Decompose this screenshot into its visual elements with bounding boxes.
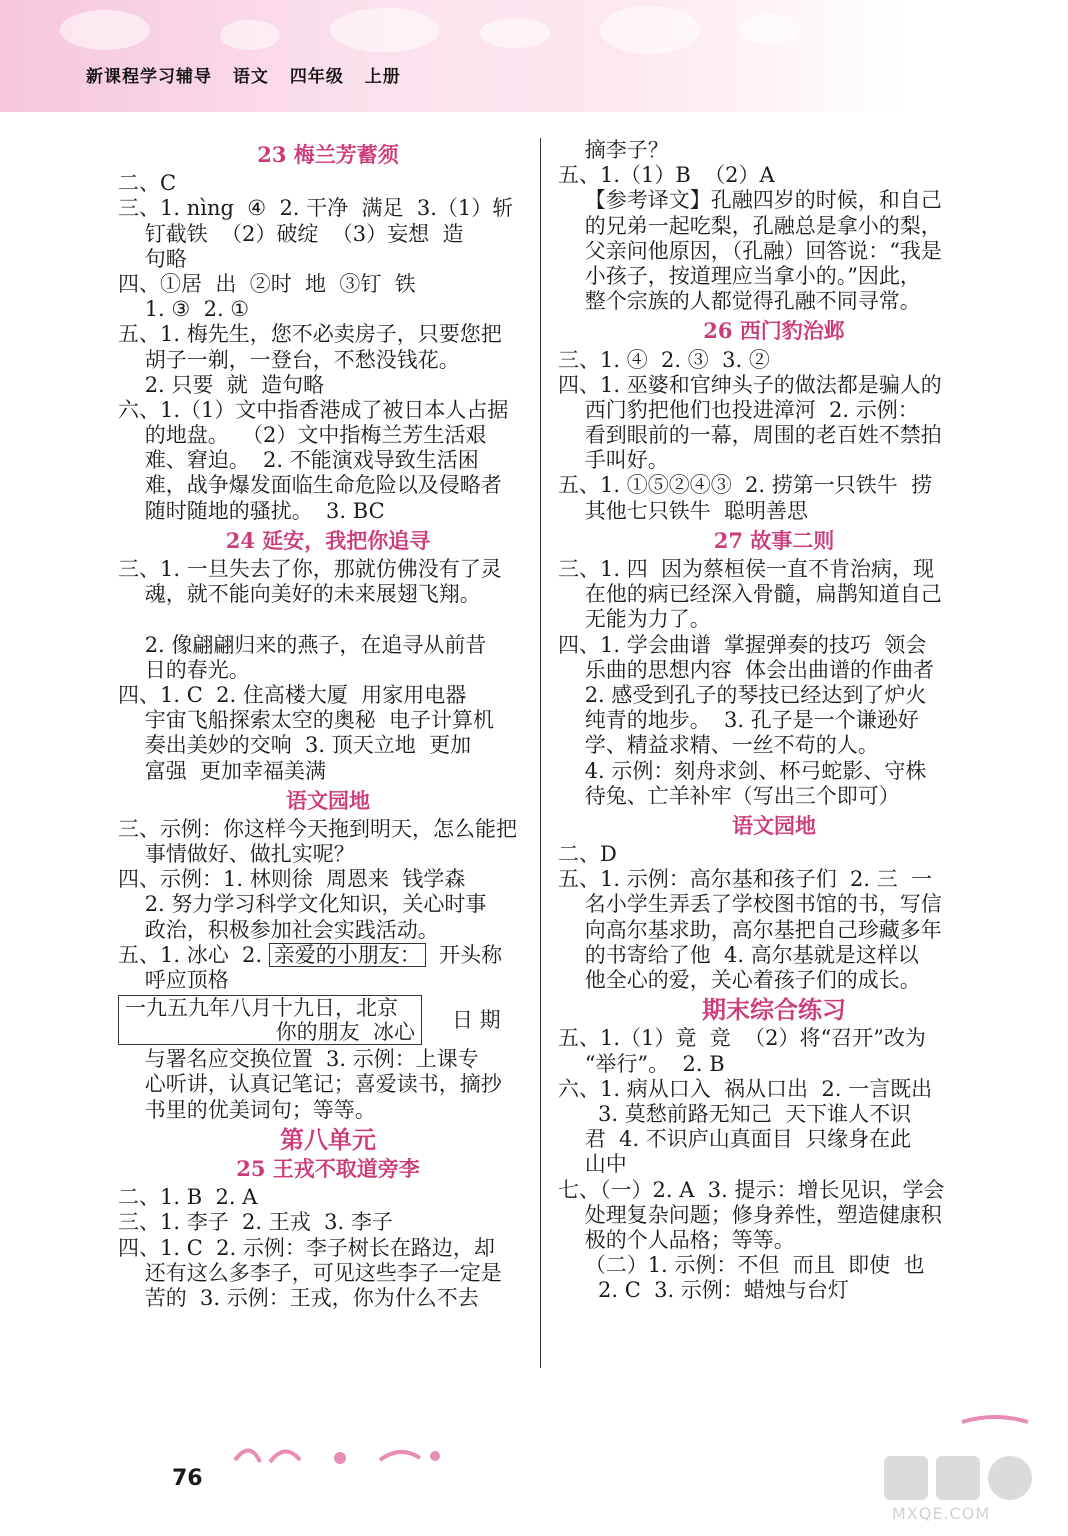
unit-title: 第八单元 [280, 1124, 376, 1154]
answer-line: 向高尔基求助，高尔基把自己珍藏多年 [558, 917, 942, 942]
answer-line: 三、1. ④ 2. ③ 3. ② [558, 347, 770, 372]
header-series: 新课程学习辅导 [86, 67, 212, 87]
answer-line: 待兔、亡羊补牢（写出三个即可） [558, 783, 900, 808]
page-number: 76 [172, 1466, 203, 1491]
answer-line: 句略 [118, 246, 187, 271]
book-header [86, 62, 415, 87]
answer-line: 难，战争爆发面临生命危险以及侵略者 [118, 473, 502, 498]
answer-line: 看到眼前的一幕，周围的老百姓不禁拍 [558, 423, 942, 448]
answer-line: 的兄弟一起吃梨，孔融总是拿小的梨， [558, 213, 942, 238]
boxed-salutation: 亲爱的小朋友： [269, 943, 426, 967]
answer-line: 名小学生弄丢了学校图书馆的书，写信 [558, 892, 942, 917]
answer-line: 的书寄给了他 4. 高尔基就是这样以 [558, 942, 919, 967]
answer-line: 六、1. 病从口入 祸从口出 2. 一言既出 [558, 1076, 933, 1101]
answer-line: 乐曲的思想内容 体会出曲谱的作曲者 [558, 657, 935, 682]
signature-date: 一九五九年八月十九日，北京 [125, 996, 398, 1021]
answer-line: 2. 像翩翩归来的燕子，在追寻从前昔 [118, 632, 487, 657]
signature-name: 你的朋友 冰心 [275, 1020, 415, 1045]
answer-line: 他全心的爱，关心着孩子们的成长。 [558, 968, 921, 992]
top-banner [0, 0, 1068, 112]
answer-line: 山中 [558, 1152, 627, 1177]
answer-block [558, 842, 990, 993]
section-title: 期末综合练习 [702, 995, 846, 1025]
answer-line [118, 607, 538, 632]
answer-line: 五、1. 梅先生，您不必卖房子，只要您把 [118, 322, 502, 347]
answer-line: 无能为力了。 [558, 607, 711, 632]
answer-line: 的地盘。 （2）文中指梅兰芳生活艰 [118, 423, 487, 448]
answer-block [118, 817, 538, 1123]
answer-block [558, 1026, 990, 1303]
answer-block [118, 1185, 538, 1311]
answer-line: 呼应顶格 [118, 968, 229, 992]
answer-line: （二）1. 示例：不但 而且 即使 也 [558, 1253, 925, 1278]
letter-format-answer: 五、1. 冰心 2. 亲爱的小朋友： 开头称 [118, 942, 503, 967]
answer-line: 1. ③ 2. ① [118, 297, 250, 322]
answer-line: 3. 莫愁前路无知己 天下谁人不识 [558, 1101, 912, 1126]
answer-line: 奏出美妙的交响 3. 顶天立地 更加 [118, 733, 472, 758]
answer-line: 三、示例：你这样今天拖到明天，怎么能把 [118, 816, 517, 841]
answer-line: 其他七只铁牛 聪明善思 [558, 498, 809, 523]
answer-line: 随时随地的骚扰。 3. BC [118, 498, 385, 523]
answer-line: 日的春光。 [118, 657, 250, 682]
answer-line: 书里的优美词句；等等。 [118, 1097, 376, 1122]
section-title: 23 梅兰芳蓄须 [257, 142, 399, 167]
answer-line: 在他的病已经深入骨髓，扁鹊知道自己 [558, 582, 942, 607]
answer-block [558, 557, 990, 809]
answer-line: 四、示例：1. 林则徐 周恩来 钱学森 [118, 867, 466, 892]
flower-decoration-icon [230, 1420, 450, 1480]
answer-line: 还有这么多李子，可见这些李子一定是 [118, 1260, 502, 1285]
section-title: 26 西门豹治邺 [703, 318, 845, 344]
answer-line: 四、1. 巫婆和官绅头子的做法都是骗人的 [558, 372, 942, 397]
answer-line: 君 4. 不识庐山真面目 只缘身在此 [558, 1127, 912, 1152]
signature-box [118, 995, 422, 1045]
answer-line: 富强 更加幸福美满 [118, 758, 327, 783]
answer-block [118, 557, 538, 784]
section-title: 24 延安，我把你追寻 [225, 527, 431, 553]
answer-block [118, 171, 538, 524]
butterfly-decoration-icon [960, 1410, 1030, 1430]
answer-line: 钉截铁 （2）破绽 （3）妄想 造 [118, 221, 464, 246]
answer-line: “举行”。 2. B [558, 1051, 725, 1076]
answer-line: 小孩子，按道理应当拿小的。”因此， [558, 263, 921, 288]
answer-line: 三、1. 李子 2. 王戎 3. 李子 [118, 1210, 393, 1235]
answer-line: 2. 努力学习科学文化知识，关心时事 [118, 892, 487, 917]
answer-line: 二、1. B 2. A [118, 1185, 258, 1210]
answer-line: 【参考译文】孔融四岁的时候，和自己 [558, 188, 942, 213]
answer-line: 魂，就不能向美好的未来展翅飞翔。 [118, 582, 481, 607]
right-column [558, 138, 990, 1303]
answer-line: 五、1.（1）竟 竞 （2）将“召开”改为 [558, 1026, 926, 1051]
answer-line: 难、窘迫。 2. 不能演戏导致生活困 [118, 448, 479, 473]
answer-line: 事情做好、做扎实呢？ [118, 842, 355, 867]
answer-line: 二、C [118, 171, 177, 196]
watermark-icon [880, 1450, 1060, 1506]
section-title: 27 故事二则 [713, 527, 835, 553]
header-volume: 上册 [364, 67, 401, 87]
answer-line: 三、1. 一旦失去了你，那就仿佛没有了灵 [118, 557, 502, 581]
answer-line: 三、1. nìng ④ 2. 干净 满足 3.（1）斩 [118, 196, 514, 221]
answer-line: 学、精益求精、一丝不苟的人。 [558, 733, 879, 758]
answer-line: 整个宗族的人都觉得孔融不同寻常。 [558, 289, 921, 314]
section-title: 语文园地 [732, 812, 816, 838]
answer-line: 四、1. C 2. 示例：李子树长在路边，却 [118, 1235, 495, 1260]
answer-line: 摘李子？ [558, 138, 669, 162]
answer-line: 七、（一）2. A 3. 提示：增长见识，学会 [558, 1177, 945, 1202]
answer-line: 心听讲，认真记笔记；喜爱读书，摘抄 [118, 1072, 502, 1097]
answer-line: 纯青的地步。 3. 孔子是一个谦逊好 [558, 708, 919, 733]
answer-line: 三、1. 四 因为蔡桓侯一直不肯治病，现 [558, 557, 935, 581]
answer-line: 政治，积极参加社会实践活动。 [118, 917, 439, 942]
answer-line: 二、D [558, 842, 617, 867]
answer-line: 西门豹把他们也投进漳河 2. 示例： [558, 397, 919, 422]
answer-line: 4. 示例：刻舟求剑、杯弓蛇影、守株 [558, 758, 927, 783]
header-subject: 语文 [232, 67, 269, 87]
answer-line: 手叫好。 [558, 448, 669, 473]
watermark-text: MXQE.COM [892, 1504, 991, 1523]
answer-line: 五、1.（1）B （2）A [558, 163, 775, 188]
section-title: 语文园地 [286, 787, 370, 813]
watermark-logo [880, 1450, 1060, 1530]
answer-line: 胡子一剃，一登台，不愁没钱花。 [118, 347, 460, 372]
answer-block [558, 138, 990, 314]
column-divider [540, 138, 541, 1368]
answer-line: 四、①居 出 ②时 地 ③钉 铁 [118, 271, 416, 296]
answer-line: 父亲问他原因，（孔融）回答说：“我是 [558, 238, 942, 263]
answer-line: 与署名应交换位置 3. 示例：上课专 [118, 1047, 479, 1072]
answer-block [558, 348, 990, 524]
answer-line: 处理复杂问题；修身养性，塑造健康积 [558, 1202, 942, 1227]
answer-line: 极的个人品格；等等。 [558, 1227, 795, 1252]
answer-line: 四、1. 学会曲谱 掌握弹奏的技巧 领会 [558, 632, 927, 657]
answer-line: 2. 只要 就 造句略 [118, 372, 325, 397]
answer-line: 2. C 3. 示例：蜡烛与台灯 [558, 1278, 849, 1303]
answer-line: 五、1. ①⑤②④③ 2. 捞第一只铁牛 捞 [558, 473, 933, 498]
header-grade: 四年级 [289, 67, 344, 87]
answer-line: 宇宙飞船探索太空的奥秘 电子计算机 [118, 708, 495, 733]
answer-line: 六、1.（1）文中指香港成了被日本人占据 [118, 397, 509, 422]
left-column [118, 138, 538, 1311]
answer-line: 四、1. C 2. 住高楼大厦 用家用电器 [118, 682, 467, 707]
answer-line: 五、1. 示例：高尔基和孩子们 2. 三 一 [558, 867, 933, 892]
section-title: 25 王戎不取道旁李 [236, 1155, 420, 1181]
answer-line: 苦的 3. 示例：王戎，你为什么不去 [118, 1285, 479, 1310]
signature-tag: 日 期 [452, 1007, 501, 1032]
answer-line: 2. 感受到孔子的琴技已经达到了炉火 [558, 682, 927, 707]
signature-box-row [118, 995, 538, 1045]
